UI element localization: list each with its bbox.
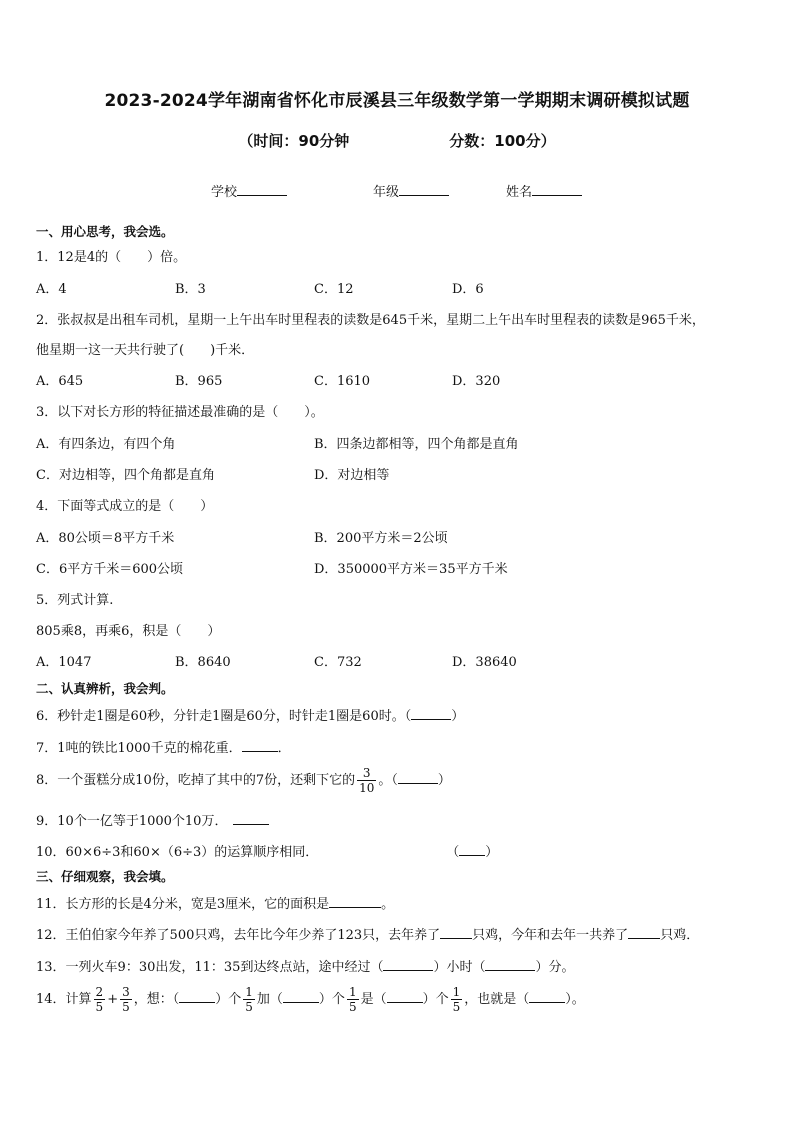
q5-option-d[interactable]: D．38640	[452, 655, 517, 670]
question-13: 13．一列火车9：30出发，11：35到达终点站，途中经过（ ）小时（ ）分。	[36, 960, 575, 975]
q5-option-c[interactable]: C．732	[314, 655, 362, 670]
q4-option-d[interactable]: D．350000平方米＝35平方千米	[314, 562, 508, 577]
section-heading-fill: 三、仔细观察，我会填。	[36, 869, 174, 884]
question-2: 2．张叔叔是出租车司机，星期一上午出车时里程表的读数是645千米，星期二上午出车时里程表的读数是965千米，	[36, 313, 705, 328]
fraction-1-5: $\frac{1}{5}$	[348, 985, 357, 1014]
q12-answer-blank-2[interactable]	[628, 926, 660, 939]
fraction-3-5: $\frac{3}{5}$	[122, 985, 130, 1014]
question-6: 6．秒针走1圈是60秒，分针走1圈是60分，时针走1圈是60时。（ ）	[36, 709, 465, 724]
exam-subtitle	[0, 130, 794, 151]
section-heading-choice: 一、用心思考，我会选。	[36, 224, 174, 239]
q9-answer-blank[interactable]	[233, 812, 269, 825]
q1-option-c[interactable]: C．12	[314, 282, 354, 297]
q3-option-a[interactable]: A．有四条边，有四个角	[36, 437, 176, 452]
fraction-3-10: $\frac{3}{10}$	[359, 766, 375, 795]
question-5: 5．列式计算.	[36, 593, 114, 608]
q7-answer-blank[interactable]	[242, 739, 278, 752]
q10-answer-blank[interactable]	[459, 843, 485, 856]
q2-option-c[interactable]: C．1610	[314, 374, 371, 389]
q5-option-a[interactable]: A．1047	[36, 655, 92, 670]
q2-option-d[interactable]: D．320	[452, 374, 501, 389]
section-heading-judge: 二、认真辨析，我会判。	[36, 681, 174, 696]
q1-option-b[interactable]: B．3	[175, 282, 206, 297]
question-5-cont: 805乘8，再乘6，积是（ ）	[36, 624, 221, 639]
question-11: 11．长方形的长是4分米，宽是3厘米，它的面积是 。	[36, 897, 395, 912]
q3-option-d[interactable]: D．对边相等	[314, 468, 390, 483]
q12-answer-blank-1[interactable]	[440, 926, 472, 939]
q8-answer-blank[interactable]	[398, 771, 438, 784]
question-2-cont: 他星期一这一天共行驶了( )千米．	[36, 343, 255, 358]
exam-time: （时间：90分钟	[238, 132, 350, 150]
fraction-1-5: $\frac{1}{5}$	[452, 985, 461, 1014]
grade-field[interactable]: 年级	[373, 181, 449, 200]
q14-answer-blank-2[interactable]	[283, 990, 319, 1003]
q11-answer-blank[interactable]	[329, 895, 381, 908]
school-field[interactable]: 学校	[211, 181, 287, 200]
q14-answer-blank-3[interactable]	[387, 990, 423, 1003]
fraction-1-5: $\frac{1}{5}$	[245, 985, 253, 1014]
q3-option-c[interactable]: C．对边相等，四个角都是直角	[36, 468, 215, 483]
question-1: 1．12是4的（ ）倍。	[36, 250, 187, 265]
q14-answer-blank-4[interactable]	[529, 990, 565, 1003]
page-title: 2023-2024学年湖南省怀化市辰溪县三年级数学第一学期期末调研模拟试题	[104, 91, 690, 111]
question-12: 12．王伯伯家今年养了500只鸡，去年比今年少养了123只，去年养了 只鸡，今年和去年一共养了 只鸡．	[36, 928, 700, 943]
question-9: 9．10个一亿等于1000个10万．	[36, 812, 269, 830]
question-8: 8．一个蛋糕分成10份，吃掉了其中的7份，还剩下它的 $\frac{3}{10}$ 。（ ）	[36, 766, 451, 795]
q13-answer-blank-2[interactable]	[485, 958, 535, 971]
q3-option-b[interactable]: B．四条边都相等，四个角都是直角	[314, 437, 519, 452]
question-4: 4．下面等式成立的是（ ）	[36, 499, 214, 514]
q14-answer-blank-1[interactable]	[179, 990, 215, 1003]
q6-answer-blank[interactable]	[411, 707, 451, 720]
question-10: 10．60×6÷3和60×（6÷3）的运算顺序相同． （ ）	[36, 845, 499, 860]
q2-option-b[interactable]: B．965	[175, 374, 223, 389]
name-field[interactable]: 姓名	[506, 181, 582, 200]
exam-score: 分数：100分）	[449, 132, 556, 150]
question-7: 7．1吨的铁比1000千克的棉花重． ．	[36, 741, 291, 756]
q4-option-c[interactable]: C．6平方千米＝600公顷	[36, 562, 184, 577]
q5-option-b[interactable]: B．8640	[175, 655, 231, 670]
q13-answer-blank-1[interactable]	[383, 958, 433, 971]
q4-option-b[interactable]: B．200平方米＝2公顷	[314, 531, 448, 546]
q1-option-d[interactable]: D．6	[452, 282, 484, 297]
q1-option-a[interactable]: A．4	[36, 282, 67, 297]
q4-option-a[interactable]: A．80公顷＝8平方千米	[36, 531, 175, 546]
q2-option-a[interactable]: A．645	[36, 374, 84, 389]
question-3: 3．以下对长方形的特征描述最准确的是（ ）。	[36, 405, 324, 420]
fraction-2-5: $\frac{2}{5}$	[95, 985, 104, 1014]
question-14: 14．计算 $\frac{2}{5}$ + $\frac{3}{5}$ ，想：（ ）个 $\frac{1}{5}$ 加（ ）个 $\frac{1}{5}$ 是（ ）个 $\frac{1}{5}$ ，也就是（ ）。	[36, 985, 585, 1014]
